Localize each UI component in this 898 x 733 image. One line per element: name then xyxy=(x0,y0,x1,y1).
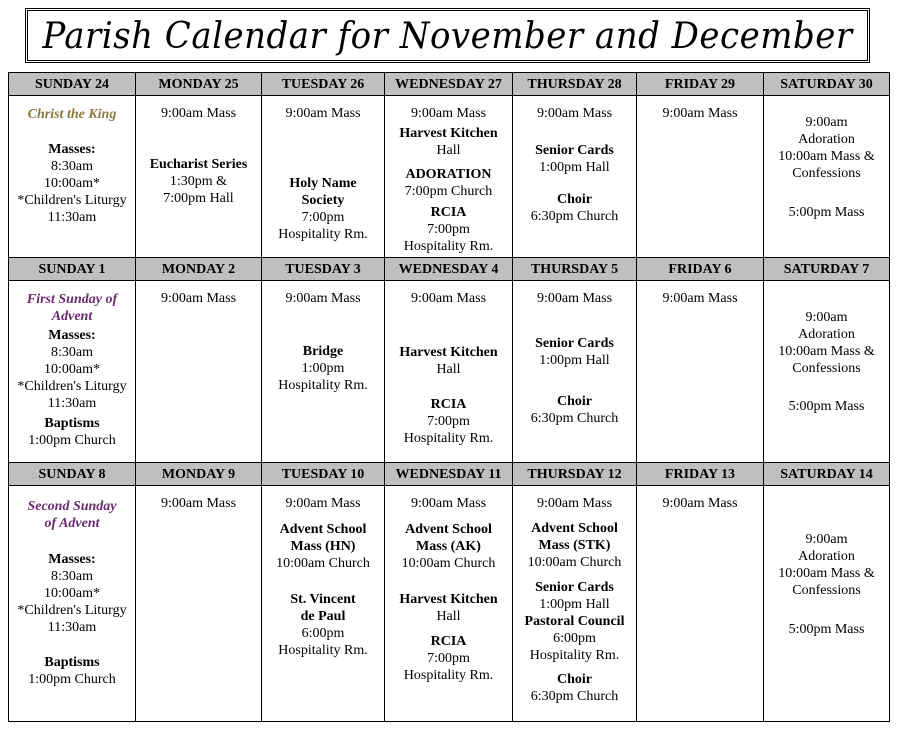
day-cell-friday xyxy=(637,281,764,463)
day-cell-wednesday xyxy=(385,96,513,258)
event-line: 9:00am Mass xyxy=(536,106,613,121)
event-title: Harvest Kitchen xyxy=(399,345,498,360)
event-line: 7:00pm xyxy=(301,210,345,225)
event-line: Hospitality Rm. xyxy=(278,643,368,658)
event-line: 9:00am Mass xyxy=(285,106,361,121)
event-line: 6:00pm xyxy=(553,631,596,646)
event-line: 9:00am Mass xyxy=(662,106,738,121)
event-line: 5:00pm Mass xyxy=(788,399,865,414)
event-line: 9:00am Mass xyxy=(536,496,613,511)
event-line: 9:00am xyxy=(805,310,848,325)
masses-label: Masses: xyxy=(48,142,96,157)
baptisms-time: 1:00pm Church xyxy=(28,672,116,687)
event-title: Choir xyxy=(557,672,592,687)
baptisms-label: Baptisms xyxy=(44,655,100,670)
event-line: 1:00pm Hall xyxy=(539,353,610,368)
event-title: de Paul xyxy=(300,609,346,624)
event-line: Adoration xyxy=(798,327,855,342)
event-title: RCIA xyxy=(430,205,467,220)
event-line: Hall xyxy=(436,362,461,377)
event-line: 9:00am Mass xyxy=(160,496,237,511)
event-title: ADORATION xyxy=(405,167,492,182)
day-header: WEDNESDAY 11 xyxy=(385,463,513,486)
event-title: Pastoral Council xyxy=(524,614,625,629)
event-line: Confessions xyxy=(792,583,861,598)
day-cell-monday xyxy=(136,281,262,463)
baptisms-time: 1:00pm Church xyxy=(28,433,116,448)
day-header: MONDAY 25 xyxy=(136,73,262,96)
day-cell-thursday xyxy=(513,96,637,258)
week-1-row xyxy=(9,96,890,258)
feast-name: Advent xyxy=(51,309,93,324)
day-cell-tuesday xyxy=(262,486,385,722)
event-line: 9:00am Mass xyxy=(285,291,361,306)
mass-time: 10:00am* xyxy=(44,176,100,191)
day-header: SUNDAY 8 xyxy=(9,463,136,486)
event-title: Harvest Kitchen xyxy=(399,592,498,607)
day-header: WEDNESDAY 27 xyxy=(385,73,513,96)
day-header: FRIDAY 29 xyxy=(637,73,764,96)
liturgy-note: *Children's Liturgy xyxy=(17,379,127,394)
event-title: Eucharist Series xyxy=(149,157,248,172)
mass-time: 11:30am xyxy=(47,620,97,635)
day-header: THURSDAY 28 xyxy=(513,73,637,96)
day-header: FRIDAY 13 xyxy=(637,463,764,486)
event-title: Choir xyxy=(557,192,592,207)
title-box xyxy=(25,8,870,63)
event-line: 7:00pm Church xyxy=(404,184,493,199)
day-header: THURSDAY 5 xyxy=(513,258,637,281)
masses-label: Masses: xyxy=(48,552,96,567)
mass-time: 8:30am xyxy=(51,569,93,584)
event-title: Holy Name xyxy=(289,176,357,191)
event-line: Adoration xyxy=(798,132,855,147)
day-header: SATURDAY 14 xyxy=(764,463,890,486)
day-header: TUESDAY 3 xyxy=(262,258,385,281)
event-line: 1:00pm Hall xyxy=(539,160,610,175)
feast-name: Christ the King xyxy=(27,107,117,122)
calendar-table xyxy=(8,72,890,722)
event-line: Adoration xyxy=(798,549,855,564)
event-line: 9:00am Mass xyxy=(662,291,738,306)
day-cell-tuesday xyxy=(262,281,385,463)
mass-time: 11:30am xyxy=(47,210,97,225)
day-cell-sunday xyxy=(9,96,136,258)
event-title: Society xyxy=(301,193,345,208)
event-line: 5:00pm Mass xyxy=(788,622,865,637)
event-title: Harvest Kitchen xyxy=(399,126,498,141)
day-header: SATURDAY 7 xyxy=(764,258,890,281)
day-header: SUNDAY 1 xyxy=(9,258,136,281)
event-line: 9:00am xyxy=(805,532,848,547)
event-line: 9:00am Mass xyxy=(662,496,738,511)
event-line: 9:00am xyxy=(805,115,848,130)
event-line: 10:00am Church xyxy=(276,556,370,571)
feast-name: First Sunday of xyxy=(26,292,118,307)
event-line: 10:00am Mass & xyxy=(778,149,875,164)
feast-name: of Advent xyxy=(44,516,100,531)
mass-time: 10:00am* xyxy=(44,586,100,601)
event-line: Hall xyxy=(436,609,461,624)
event-line: 6:30pm Church xyxy=(530,209,619,224)
day-header: MONDAY 9 xyxy=(136,463,262,486)
event-title: RCIA xyxy=(430,634,467,649)
event-line: 6:30pm Church xyxy=(530,411,619,426)
mass-time: 10:00am* xyxy=(44,362,100,377)
event-title: Choir xyxy=(557,394,592,409)
event-line: 1:00pm Hall xyxy=(539,597,610,612)
event-title: Bridge xyxy=(302,344,344,359)
event-line: Hall xyxy=(436,143,461,158)
day-cell-monday xyxy=(136,96,262,258)
day-header: TUESDAY 10 xyxy=(262,463,385,486)
event-title: Senior Cards xyxy=(535,143,614,158)
day-cell-saturday xyxy=(764,486,890,722)
week-1-header-row xyxy=(9,73,890,96)
event-title: Advent School xyxy=(405,522,492,537)
event-line: Hospitality Rm. xyxy=(403,239,494,254)
event-line: 10:00am Mass & xyxy=(778,566,875,581)
event-title: Mass (STK) xyxy=(538,538,611,553)
week-2-header-row xyxy=(9,258,890,281)
baptisms-label: Baptisms xyxy=(44,416,100,431)
event-line: 9:00am Mass xyxy=(536,291,613,306)
day-header: TUESDAY 26 xyxy=(262,73,385,96)
week-2-row xyxy=(9,281,890,463)
event-line: 1:00pm xyxy=(301,361,345,376)
week-3-row xyxy=(9,486,890,722)
day-header: SUNDAY 24 xyxy=(9,73,136,96)
day-cell-monday xyxy=(136,486,262,722)
day-cell-thursday xyxy=(513,486,637,722)
day-cell-thursday xyxy=(513,281,637,463)
event-line: 10:00am Church xyxy=(401,556,496,571)
event-line: Hospitality Rm. xyxy=(278,227,368,242)
masses-label: Masses: xyxy=(48,328,96,343)
mass-time: 8:30am xyxy=(51,159,93,174)
event-title: RCIA xyxy=(430,397,467,412)
day-header: SATURDAY 30 xyxy=(764,73,890,96)
event-line: 9:00am Mass xyxy=(410,106,487,121)
event-line: 5:00pm Mass xyxy=(788,205,865,220)
day-header: THURSDAY 12 xyxy=(513,463,637,486)
event-line: 10:00am Church xyxy=(527,555,622,570)
day-cell-friday xyxy=(637,486,764,722)
event-line: 9:00am Mass xyxy=(410,291,487,306)
day-header: FRIDAY 6 xyxy=(637,258,764,281)
event-line: 7:00pm Hall xyxy=(163,191,234,206)
event-title: Senior Cards xyxy=(535,336,614,351)
event-line: 7:00pm xyxy=(427,222,470,237)
day-cell-tuesday xyxy=(262,96,385,258)
event-line: Confessions xyxy=(792,361,861,376)
week-3-header-row xyxy=(9,463,890,486)
event-line: 6:00pm xyxy=(301,626,345,641)
event-line: 7:00pm xyxy=(427,414,470,429)
event-title: Advent School xyxy=(279,522,367,537)
day-cell-saturday xyxy=(764,281,890,463)
event-line: Hospitality Rm. xyxy=(529,648,620,663)
event-line: 6:30pm Church xyxy=(530,689,619,704)
day-cell-friday xyxy=(637,96,764,258)
day-cell-sunday xyxy=(9,486,136,722)
day-cell-wednesday xyxy=(385,281,513,463)
event-title: Senior Cards xyxy=(535,580,614,595)
event-line: Hospitality Rm. xyxy=(403,668,494,683)
event-line: 7:00pm xyxy=(427,651,470,666)
event-title: Advent School xyxy=(531,521,618,536)
event-line: 9:00am Mass xyxy=(285,496,361,511)
feast-name: Second Sunday xyxy=(27,499,117,514)
event-line: Confessions xyxy=(792,166,861,181)
event-title: Mass (HN) xyxy=(290,539,356,554)
event-line: 10:00am Mass & xyxy=(778,344,875,359)
liturgy-note: *Children's Liturgy xyxy=(17,193,127,208)
event-line: 1:30pm & xyxy=(169,174,228,189)
mass-time: 8:30am xyxy=(51,345,93,360)
event-title: Mass (AK) xyxy=(416,539,481,554)
event-line: Hospitality Rm. xyxy=(278,378,368,393)
mass-time: 11:30am xyxy=(47,396,97,411)
event-line: 9:00am Mass xyxy=(160,291,237,306)
liturgy-note: *Children's Liturgy xyxy=(17,603,127,618)
event-line: Hospitality Rm. xyxy=(403,431,494,446)
page-title: Parish Calendar for November and December xyxy=(42,13,853,58)
event-line: 9:00am Mass xyxy=(160,106,237,121)
day-cell-wednesday xyxy=(385,486,513,722)
event-line: 9:00am Mass xyxy=(410,496,487,511)
day-cell-sunday xyxy=(9,281,136,463)
event-title: St. Vincent xyxy=(290,592,356,607)
day-cell-saturday xyxy=(764,96,890,258)
day-header: MONDAY 2 xyxy=(136,258,262,281)
day-header: WEDNESDAY 4 xyxy=(385,258,513,281)
